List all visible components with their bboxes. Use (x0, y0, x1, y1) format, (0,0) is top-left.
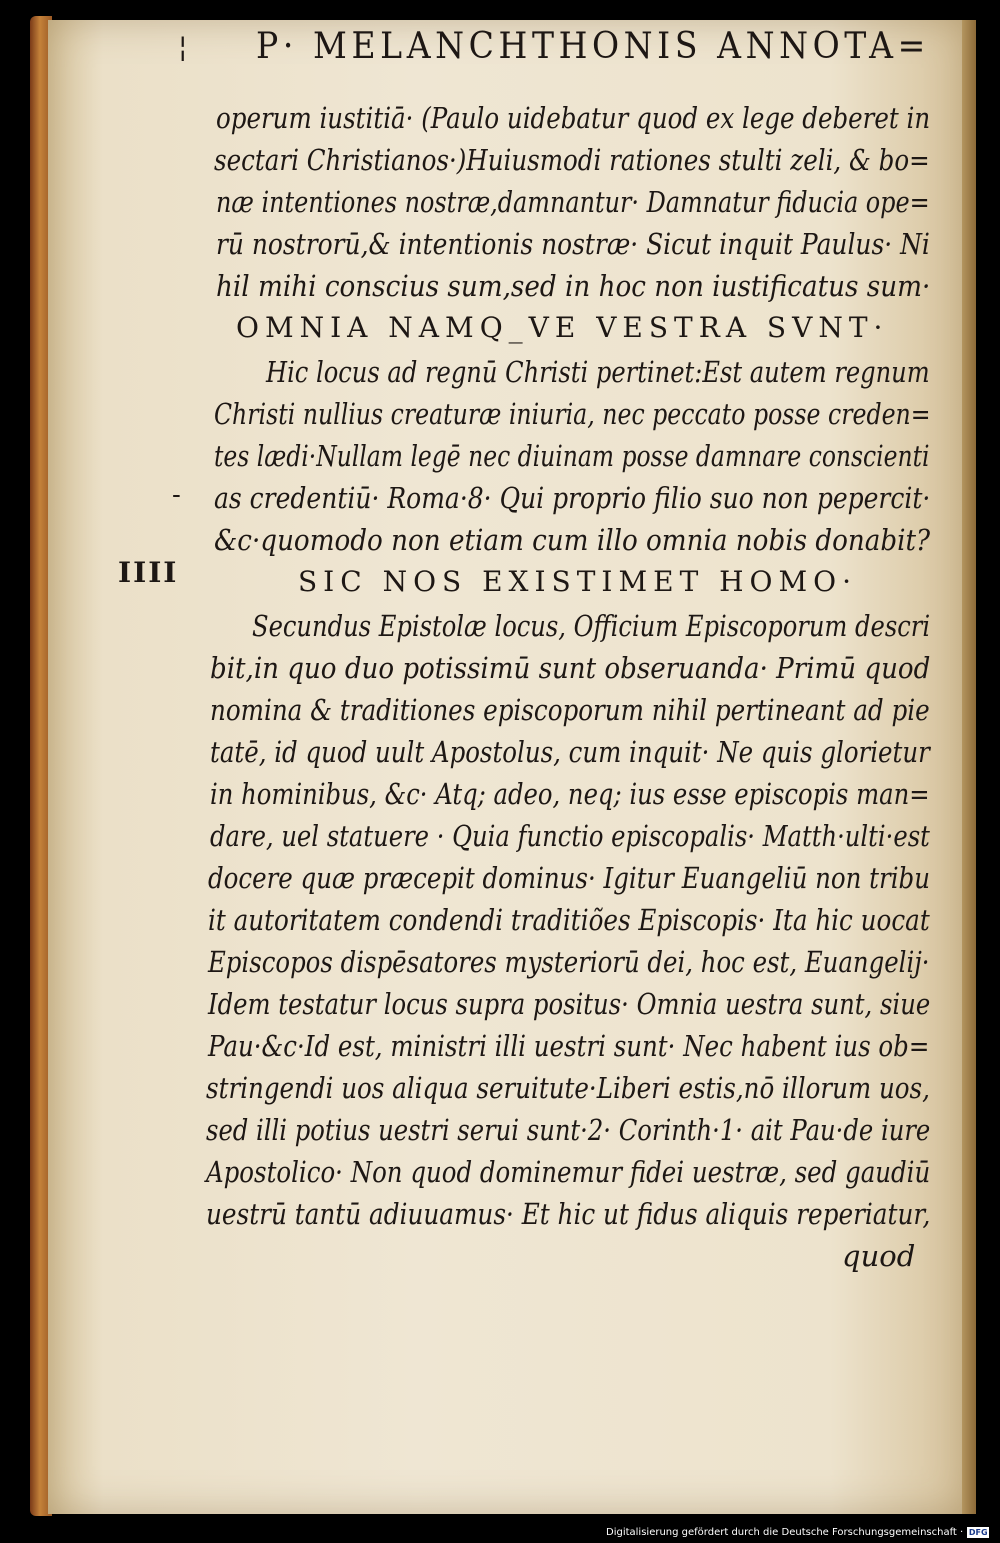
text-line: Pau·&c·Id est, ministri illi uestri sunt· Nec habent ius ob= (208, 1029, 930, 1063)
text-line: Episcopos dispēsatores mysteriorū dei, hoc est, Euangelij· (208, 945, 930, 979)
text-line: nomina & traditiones episcoporum nihil pertineant ad pie (210, 693, 930, 727)
text-line: Hic locus ad regnū Christi pertinet:Est autem regnum (266, 355, 930, 389)
section-heading: SIC NOS EXISTIMET HOMO· (298, 565, 858, 598)
text-line: Idem testatur locus supra positus· Omnia uestra sunt, siue (208, 987, 931, 1021)
text-line: &c·quomodo non etiam cum illo omnia nobis donabit? (214, 523, 931, 557)
text-line: as credentiū· Roma·8· Qui proprio filio suo non pepercit· (214, 481, 931, 515)
text-line: it autoritatem condendi traditiões Episcopis· Ita hic uocat (208, 903, 930, 937)
text-line: rū nostrorū,& intentionis nostræ· Sicut inquit Paulus· Ni (216, 227, 930, 261)
running-title: P· MELANCHTHONIS ANNOTA= (256, 26, 930, 67)
margin-dash: - (172, 480, 181, 510)
text-line: sectari Christianos·)Huiusmodi rationes stulti zeli, & bo= (214, 143, 930, 177)
text-line: bit,in quo duo potissimū sunt obseruanda· Primū quod (210, 651, 931, 685)
dfg-logo: DFG (968, 1527, 988, 1537)
text-line: sed illi potius uestri serui sunt·2· Corinth·1· ait Pau·de iure (206, 1113, 931, 1147)
header-mark: ¦ (178, 30, 188, 63)
text-line: stringendi uos aliqua seruitute·Liberi estis,nō illorum uos, (206, 1071, 930, 1105)
text-line: Secundus Epistolæ locus, Officium Episcoporum descri (252, 609, 931, 643)
page-edge (962, 20, 976, 1514)
text-line: Apostolico· Non quod dominemur fidei uestræ, sed gaudiū (206, 1155, 931, 1189)
margin-numeral: IIII (118, 556, 179, 589)
credit-text: Digitalisierung gefördert durch die Deutsche Forschungsgemeinschaft · (606, 1526, 964, 1538)
text-line: operum iustitiā· (Paulo uidebatur quod ex lege deberet in (216, 101, 931, 135)
section-heading: OMNIA NAMQ_VE VESTRA SVNT· (236, 311, 889, 344)
digitization-credit (606, 1525, 989, 1539)
text-line: uestrū tantū adiuuamus· Et hic ut fidus aliquis reperiatur, (206, 1197, 931, 1231)
text-line: hil mihi conscius sum,sed in hoc non iustificatus sum· (216, 269, 931, 303)
text-line: tes lædi·Nullam legē nec diuinam posse damnare conscienti (214, 439, 930, 473)
text-line: Christi nullius creaturæ iniuria, nec peccato posse creden= (214, 397, 931, 431)
text-line: næ intentiones nostræ,damnantur· Damnatur fiducia ope= (216, 185, 930, 219)
catchword: quod (842, 1239, 916, 1273)
text-line: dare, uel statuere · Quia functio episcopalis· Matth·ulti·est (210, 819, 930, 853)
text-line: in hominibus, &c· Atq; adeo, neq; ius esse episcopis man= (210, 777, 930, 811)
text-line: tatē, id quod uult Apostolus, cum inquit· Ne quis glorietur (210, 735, 930, 769)
text-line: docere quæ præcepit dominus· Igitur Euangeliū non tribu (208, 861, 930, 895)
